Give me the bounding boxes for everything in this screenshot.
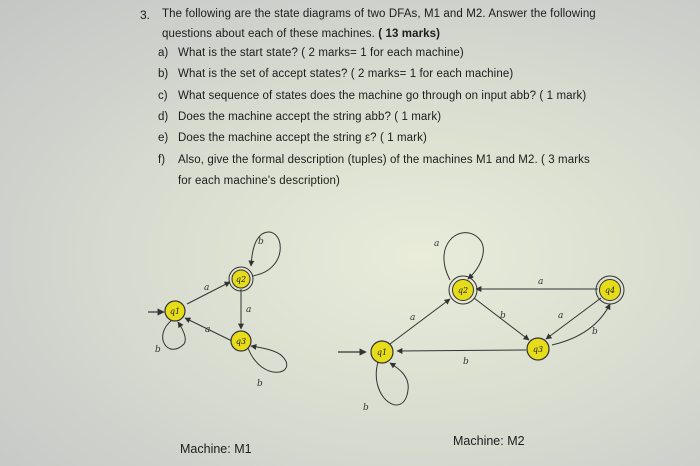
question-intro-line1: The following are the state diagrams of two DFAs, M1 and M2. Answer the following xyxy=(162,8,596,20)
part-f-text: Also, give the formal description (tuples) of the machines M1 and M2. ( 3 marks xyxy=(178,154,590,166)
m1-edge-label-q2-q3: a xyxy=(246,305,252,315)
m1-loop-q3 xyxy=(248,346,287,372)
m1-caption: Machine: M1 xyxy=(180,442,252,456)
machine-m2-diagram xyxy=(338,233,624,413)
part-f-label: f) xyxy=(158,154,166,166)
m2-q3-label: q3 xyxy=(532,345,544,354)
part-e-label: e) xyxy=(158,132,169,144)
m2-edge-label-q1-q2: a xyxy=(410,313,416,323)
m2-q1-label: q1 xyxy=(376,348,388,357)
m2-edge-label-q2-loop: a xyxy=(434,239,440,249)
part-c-text: What sequence of states does the machine go through on input abb? ( 1 mark) xyxy=(178,90,587,102)
m2-loop-q2 xyxy=(444,233,483,280)
part-a-text: What is the start state? ( 2 marks= 1 for each machine) xyxy=(178,47,464,59)
machine-m1-diagram xyxy=(148,232,287,389)
m2-edge-q1-q2 xyxy=(390,299,450,344)
m2-caption: Machine: M2 xyxy=(453,434,525,448)
part-d-text: Does the machine accept the string abb? ( 1 mark) xyxy=(178,111,442,123)
m1-edge-label-q1-q2: a xyxy=(204,283,210,293)
m1-q1-label: q1 xyxy=(169,307,181,316)
total-marks: ( 13 marks) xyxy=(378,28,441,40)
part-b-text: What is the set of accept states? ( 2 marks= 1 for each machine) xyxy=(178,68,514,80)
part-e-text: Does the machine accept the string ε? ( 1 mark) xyxy=(178,132,427,144)
part-f-text-cont: for each machine's description) xyxy=(178,175,340,187)
intro-text: questions about each of these machines. xyxy=(162,28,379,40)
m2-q4-label: q4 xyxy=(604,286,616,295)
m1-edge-label-q3-q1: a xyxy=(205,325,211,335)
m1-loop-q1 xyxy=(163,320,186,349)
m1-edge-label-q1-loop: b xyxy=(155,345,161,355)
part-c-label: c) xyxy=(158,90,168,102)
m1-q3-label: q3 xyxy=(235,337,247,346)
question-number: 3. xyxy=(140,8,151,22)
m1-loop-q2 xyxy=(251,232,280,276)
part-a-label: a) xyxy=(158,47,169,59)
m2-loop-q1 xyxy=(376,362,408,405)
m2-edge-label-q3-q1: b xyxy=(463,357,469,367)
m2-edge-label-q4-q2: a xyxy=(538,277,544,287)
m1-q2-label: q2 xyxy=(235,275,247,284)
m2-edge-label-q3-q4: b xyxy=(592,327,598,337)
m2-edge-label-q4-q3: a xyxy=(558,311,564,321)
m2-edge-label-q1-loop: b xyxy=(363,403,369,413)
part-b-label: b) xyxy=(158,68,169,80)
m2-edge-label-q2-q3: b xyxy=(500,311,506,321)
m2-edge-q3-q1 xyxy=(397,350,526,351)
m2-q2-label: q2 xyxy=(457,286,469,295)
part-d-label: d) xyxy=(158,111,169,123)
m1-edge-label-q3-loop: b xyxy=(257,379,263,389)
m1-edge-label-q2-loop: b xyxy=(258,237,264,247)
